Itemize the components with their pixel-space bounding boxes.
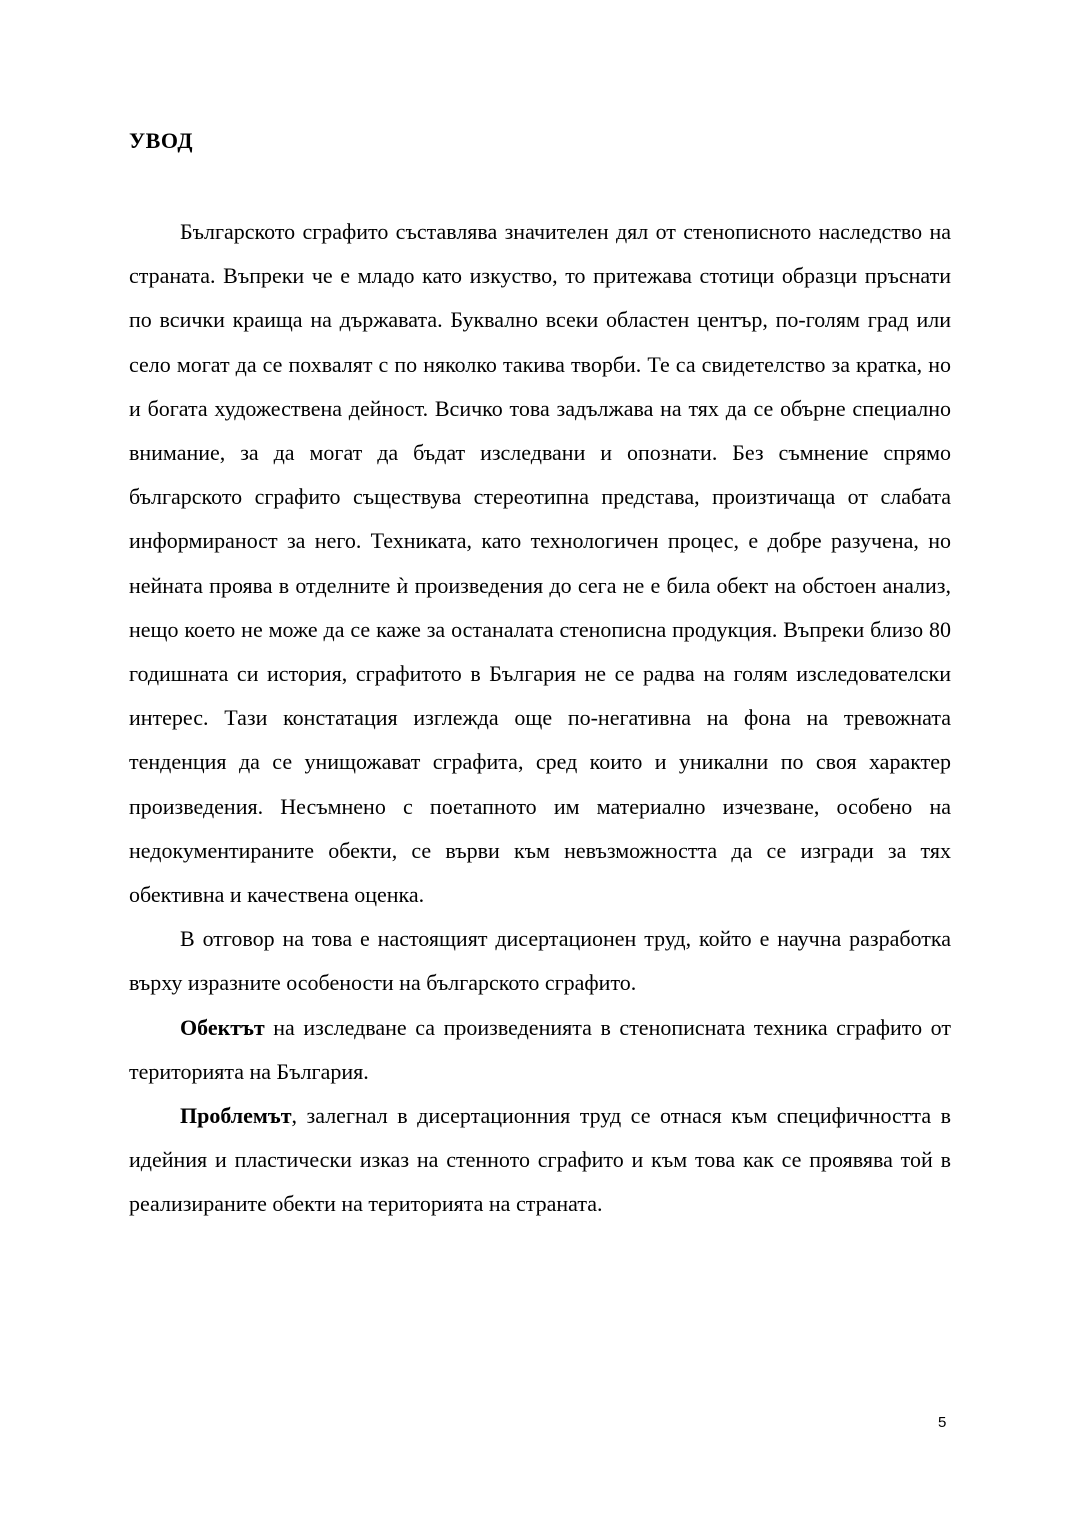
page-number: 5 xyxy=(938,1414,947,1431)
paragraph-problem-text: , залегнал в дисертационния труд се отнася към специфичността в идейния и пластически изказ на стенното сграфито и към това как се проявява той в реализираните обекти на територията на страната. xyxy=(129,1103,951,1217)
paragraph-object-lead: Обектът xyxy=(180,1014,265,1040)
paragraph-introduction: Българското сграфито съставлява значителен дял от стенописното наследство на страната. Въпреки че е младо като изкуство, то притежава стотици образци пръснати по всички краища на държавата. Буквално всеки областен център, по-голям град или село могат да се похвалят с по няколко такива творби. Те са свидетелство за кратка, но и богата художествена дейност. Всичко това задължава на тях да се обърне специално внимание, за да могат да бъдат изследвани и опознати. Без съмнение спрямо българското сграфито съществува стереотипна представа, произтичаща от слабата информираност за него. Техниката, като технологичен процес, е добре разучена, но нейната проява в отделните ѝ произведения до сега не е била обект на обстоен анализ, нещо което не може да се каже за останалата стенописна продукция. Въпреки близо 80 годишната си история, сграфитото в България не се радва на голям изследователски интерес. Тази констатация изглежда още по-негативна на фона на тревожната тенденция да се унищожават сграфита, сред които и уникални по своя характер произведения. Несъмнено с поетапното им материално изчезване, особено на недокументираните обекти, се върви към невъзможността да се изгради за тях обективна и качествена оценка. xyxy=(129,219,951,908)
body-text xyxy=(129,210,951,1227)
paragraph-object-text: на изследване са произведенията в стенописната техника сграфито от територията на България. xyxy=(129,1014,951,1084)
paragraph-problem xyxy=(129,1094,951,1227)
section-heading: УВОД xyxy=(129,128,193,153)
paragraph-object xyxy=(129,1006,951,1094)
paragraph-response: В отговор на това е настоящият дисертационен труд, който е научна разработка върху изразните особености на българското сграфито. xyxy=(129,926,951,996)
paragraph-problem-lead: Проблемът xyxy=(180,1103,292,1129)
